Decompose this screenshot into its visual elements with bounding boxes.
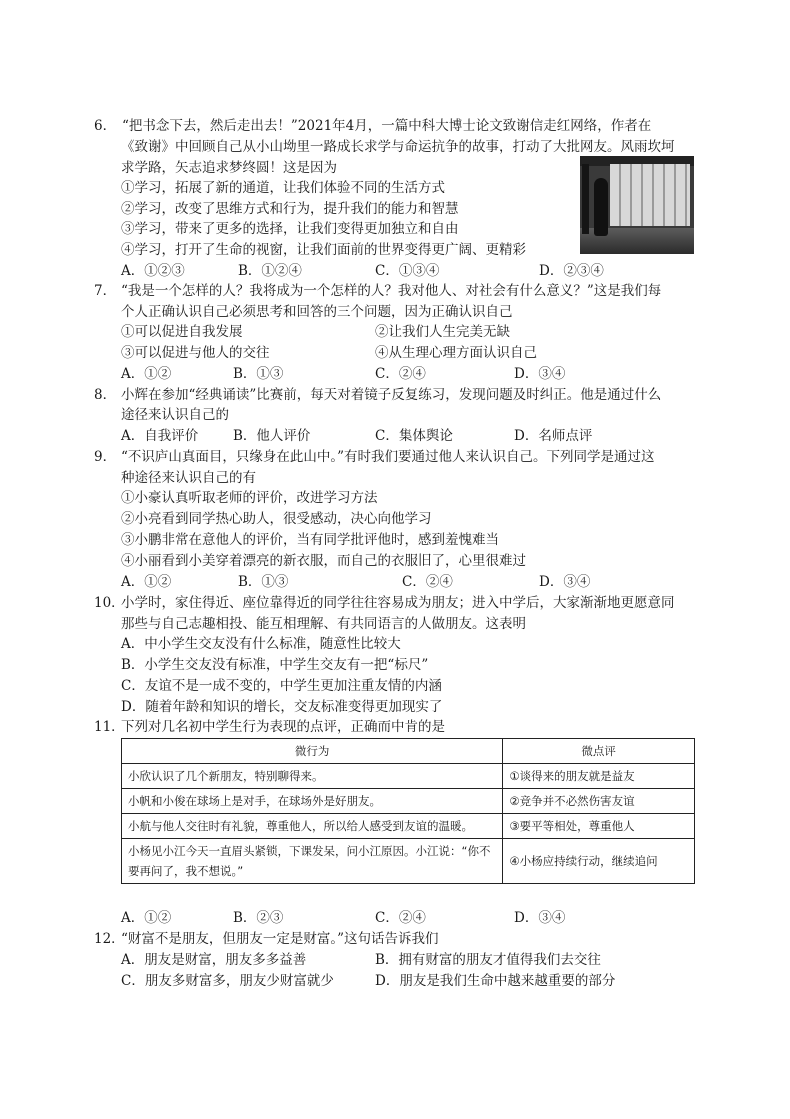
table-cell-behavior: 小帆和小俊在球场上是对手，在球场外是好朋友。 (122, 789, 503, 814)
q8-number: 8． (94, 387, 117, 403)
q9-stem-line-1: “不识庐山真面目，只缘身在此山中。”有时我们要通过他人来认识自己。下列同学是通过这 (121, 449, 655, 465)
q9-item-1: ①小豪认真听取老师的评价，改进学习方法 (121, 490, 378, 506)
q6-item-1: ①学习，拓展了新的通道，让我们体验不同的生活方式 (121, 180, 445, 196)
q7-option-c: C．②④ (375, 366, 426, 382)
q9-item-4: ④小丽看到小美穿着漂亮的新衣服，而自己的衣服旧了，心里很难过 (121, 553, 526, 569)
q8-stem-line-1: 小辉在参加“经典诵读”比赛前，每天对着镜子反复练习，发现问题及时纠正。他是通过什么 (121, 387, 662, 403)
table-cell-comment: ①谈得来的朋友就是益友 (503, 764, 695, 789)
q6-item-2: ②学习，改变了思维方式和行为，提升我们的能力和智慧 (121, 201, 459, 217)
q6-photo (580, 156, 694, 254)
q7-item-1: ①可以促进自我发展 (121, 324, 243, 340)
q8-option-b: B．他人评价 (233, 428, 311, 444)
table-cell-comment: ③要平等相处，尊重他人 (503, 814, 695, 839)
table-row (122, 764, 695, 789)
q7-stem-line-1: “我是一个怎样的人？我将成为一个怎样的人？我对他人、对社会有什么意义？”这是我们每 (121, 283, 662, 299)
q7-stem-line-2: 个人正确认识自己必须思考和回答的三个问题，因为正确认识自己 (121, 304, 513, 320)
q12-option-b: B．拥有财富的朋友才值得我们去交往 (375, 952, 601, 968)
table-cell-comment: ④小杨应持续行动，继续追问 (503, 839, 695, 884)
q10-option-a: A．中小学生交友没有什么标准，随意性比较大 (121, 636, 401, 652)
q10-option-b: B．小学生交友没有标准，中学生交友有一把“标尺” (121, 657, 429, 673)
q12-option-a: A．朋友是财富，朋友多多益善 (121, 952, 307, 968)
q6-stem-line-2: 《致谢》中回顾自己从小山坳里一路成长求学与命运抗争的故事，打动了大批网友。风雨坎坷 (121, 139, 675, 155)
q12-number: 12． (94, 931, 125, 947)
q6-option-c: C．①③④ (375, 263, 440, 279)
q10-option-d: D．随着年龄和知识的增长，交友标准变得更加现实了 (121, 699, 443, 715)
q11-option-b: B．②③ (233, 910, 284, 926)
q6-item-3: ③学习，带来了更多的选择，让我们变得更加独立和自由 (121, 221, 459, 237)
q11-option-a: A．①② (121, 910, 172, 926)
table-header-row (122, 739, 695, 764)
q6-number: 6． (94, 118, 117, 134)
q7-option-a: A．①② (121, 366, 172, 382)
q11-option-c: C．②④ (375, 910, 426, 926)
q9-item-3: ③小鹏非常在意他人的评价，当有同学批评他时，感到羞愧难当 (121, 532, 499, 548)
q12-option-d: D．朋友是我们生命中越来越重要的部分 (375, 973, 616, 989)
q6-stem-line-1: “把书念下去，然后走出去！”2021年4月，一篇中科大博士论文致谢信走红网络，作者在 (122, 118, 652, 134)
q10-stem-line-1: 小学时，家住得近、座位靠得近的同学往往容易成为朋友；进入中学后，大家渐渐地更愿意同 (121, 595, 675, 611)
q10-number: 10． (94, 595, 125, 611)
q11-number: 11． (94, 719, 125, 735)
table-cell-comment: ②竞争并不必然伤害友谊 (503, 789, 695, 814)
q6-stem-line-3: 求学路，矢志追求梦终圆！这是因为 (121, 160, 337, 176)
q12-stem-line-1: “财富不是朋友，但朋友一定是财富。”这句话告诉我们 (121, 931, 439, 947)
q11-option-d: D．③④ (514, 910, 566, 926)
q11-stem-line-1: 下列对几名初中学生行为表现的点评，正确而中肯的是 (121, 719, 445, 735)
table-cell-behavior: 小杨见小江今天一直眉头紧锁，下课发呆，问小江原因。小江说：“你不要再问了，我不想说。” (122, 839, 503, 884)
q9-option-c: C．②④ (402, 574, 453, 590)
q9-option-b: B．①③ (238, 574, 289, 590)
q8-option-d: D．名师点评 (514, 428, 593, 444)
q11-table (121, 738, 695, 884)
table-header-behavior: 微行为 (122, 739, 503, 764)
q7-option-b: B．①③ (233, 366, 284, 382)
q10-option-c: C．友谊不是一成不变的，中学生更加注重友情的内涵 (121, 678, 442, 694)
q9-item-2: ②小亮看到同学热心助人，很受感动，决心向他学习 (121, 511, 432, 527)
q12-option-c: C．朋友多财富多，朋友少财富就少 (121, 973, 334, 989)
q9-option-a: A．①② (121, 574, 172, 590)
q7-option-d: D．③④ (514, 366, 566, 382)
table-row (122, 789, 695, 814)
q9-stem-line-2: 种途径来认识自己的有 (121, 470, 256, 486)
table-row (122, 814, 695, 839)
q6-option-b: B．①②④ (238, 263, 302, 279)
table-row (122, 839, 695, 884)
q6-option-d: D．②③④ (539, 263, 604, 279)
q8-option-c: C．集体舆论 (375, 428, 453, 444)
q7-item-3: ③可以促进与他人的交往 (121, 345, 270, 361)
table-cell-behavior: 小航与他人交往时有礼貌，尊重他人，所以给人感受到友谊的温暖。 (122, 814, 503, 839)
table-header-comment: 微点评 (503, 739, 695, 764)
q7-number: 7． (94, 283, 117, 299)
q8-option-a: A．自我评价 (121, 428, 199, 444)
q6-option-a: A．①②③ (121, 263, 185, 279)
q9-option-d: D．③④ (539, 574, 591, 590)
q10-stem-line-2: 那些与自己志趣相投、能互相理解、有共同语言的人做朋友。这表明 (121, 616, 526, 632)
q7-item-2: ②让我们人生完美无缺 (375, 324, 510, 340)
q8-stem-line-2: 途径来认识自己的 (121, 407, 229, 423)
table-cell-behavior: 小欣认识了几个新朋友，特别聊得来。 (122, 764, 503, 789)
q7-item-4: ④从生理心理方面认识自己 (375, 345, 537, 361)
q6-item-4: ④学习，打开了生命的视窗，让我们面前的世界变得更广阔、更精彩 (121, 242, 526, 258)
q9-number: 9． (94, 449, 117, 465)
